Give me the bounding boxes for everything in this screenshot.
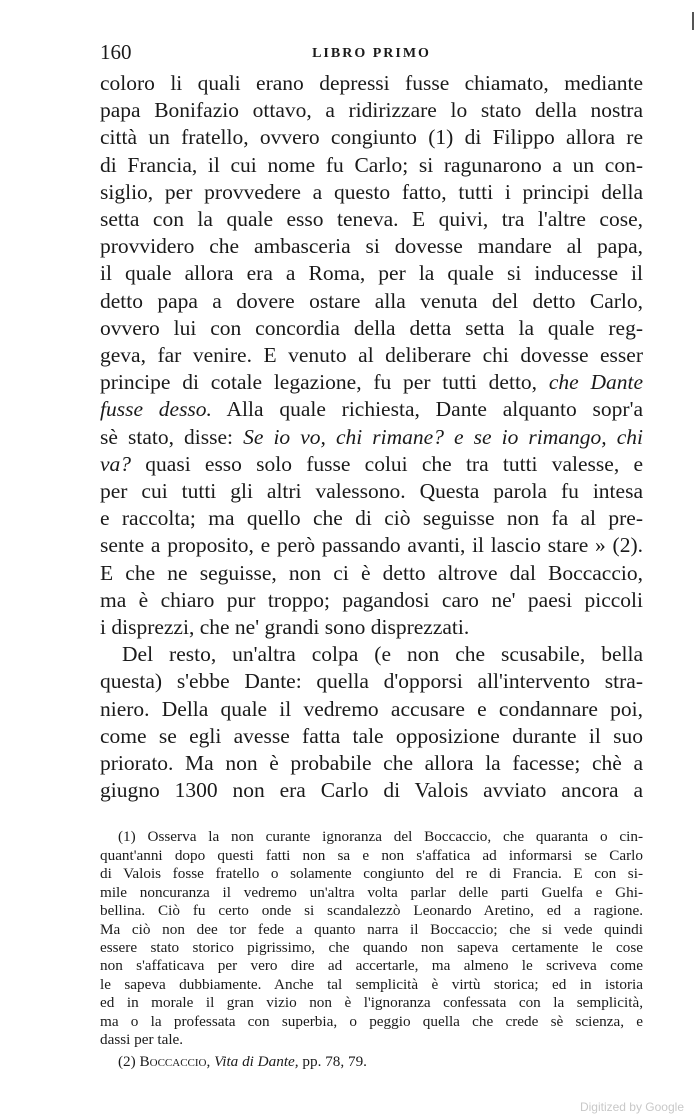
- main-text: [100, 70, 643, 804]
- text-line: detto papa a dovere ostare alla venuta del detto Carlo,: [100, 288, 643, 313]
- text-segment: sè stato, disse:: [100, 424, 244, 449]
- footnote-pages: pp. 78, 79.: [298, 1053, 367, 1071]
- italic-segment: Se io vo, chi rimane? e se io rimango, chi: [243, 424, 643, 449]
- text-line: per cui tutti gli altri valessono. Questa parola fu intesa: [100, 479, 643, 504]
- text-line: [100, 369, 643, 396]
- text-segment: principe di cotale legazione, fu per tutti detto,: [100, 370, 549, 395]
- text-line: questa) s'ebbe Dante: quella d'opporsi all'intervento stra-: [100, 669, 643, 694]
- text-line: sente a proposito, e però passando avanti, il lascio stare » (2).: [100, 533, 643, 558]
- text-line: [100, 424, 643, 451]
- text-line: il quale allora era a Roma, per la quale si inducesse il: [100, 261, 643, 286]
- text-line: città un fratello, ovvero congiunto (1) di Filippo allora re: [100, 125, 643, 150]
- footnote-line: le sapeva dubbiamente. Anche tal semplicità è virtù storica; ed in istoria: [100, 975, 643, 993]
- text-line: ma è chiaro pur troppo; pagandosi caro ne' paesi piccoli: [100, 587, 643, 612]
- footnote-line: Ma ciò non dee tor fede a quanto narra il Boccaccio; che si vede quindi: [100, 920, 643, 938]
- page-edge-mark: [692, 12, 694, 30]
- text-line: setta con la quale esso teneva. E quivi, tra l'altre cose,: [100, 207, 643, 232]
- text-line: [100, 451, 643, 478]
- footnote-line: essere stato storico pigrissimo, che quando non sapeva certamente le cose: [100, 938, 643, 956]
- text-line: priorato. Ma non è probabile che allora la facesse; chè a: [100, 751, 643, 776]
- footnote-line: di Valois fosse fratello o solamente congiunto del re di Francia. E con si-: [100, 865, 643, 883]
- footnote-line: bellina. Ciò fu certo onde si scandalezzò Leonardo Aretino, ed a ragione.: [100, 902, 643, 920]
- text-line: siglio, per provvedere a questo fatto, tutti i principi della: [100, 179, 643, 204]
- text-line: ovvero lui con concordia della detta setta la quale reg-: [100, 315, 643, 340]
- text-segment: quasi esso solo fusse colui che tra tutti valesse, e: [131, 451, 643, 476]
- footnotes: [100, 828, 643, 1071]
- footnote-title: Vita di Dante,: [214, 1053, 299, 1071]
- footnote-author: Boccaccio,: [139, 1053, 211, 1071]
- footnote-2: [100, 1053, 643, 1071]
- footnote-1: [100, 828, 643, 1049]
- text-line: coloro li quali erano depressi fusse chiamato, mediante: [100, 71, 643, 95]
- text-line: provvidero che ambasceria si dovesse mandare al papa,: [100, 234, 643, 259]
- footnote-line: non s'affaticava per vero dire ad accertarle, ma almeno le scriveva come: [100, 957, 643, 975]
- text-line: di Francia, il cui nome fu Carlo; si ragunarono a un con-: [100, 152, 643, 177]
- text-line: niero. Della quale il vedremo accusare e condannare poi,: [100, 696, 643, 721]
- footnote-line: ed in morale il gran vizio non è l'ignoranza confessata con la semplicità,: [100, 994, 643, 1012]
- text-line: papa Bonifazio ottavo, a ridirizzare lo stato della nostra: [100, 98, 643, 123]
- italic-segment: va?: [100, 451, 132, 476]
- text-line: geva, far venire. E venuto al deliberare chi dovesse esser: [100, 343, 643, 368]
- text-segment: Alla quale richiesta, Dante alquanto sopr'a: [211, 397, 643, 422]
- digitized-watermark: Digitized by Google: [579, 1100, 684, 1114]
- footnote-line: (1) Osserva la non curante ignoranza del Boccaccio, che quaranta o cin-: [118, 828, 643, 846]
- page-number: 160: [100, 40, 132, 64]
- footnote-line: dassi per tale.: [100, 1030, 184, 1048]
- text-line: e raccolta; ma quello che di ciò seguisse non fa al pre-: [100, 506, 643, 531]
- footnote-number: (2): [118, 1053, 140, 1071]
- text-line: E che ne seguisse, non ci è detto altrove dal Boccaccio,: [100, 560, 643, 585]
- text-line: [100, 396, 643, 423]
- italic-segment: fusse desso.: [100, 397, 212, 422]
- page: [100, 40, 643, 1076]
- text-line: giugno 1300 non era Carlo di Valois avviato ancora a: [100, 778, 643, 803]
- text-line: i disprezzi, che ne' grandi sono disprezzati.: [100, 615, 470, 640]
- footnote-line: quant'anni dopo questi fatti non sa e non s'affatica ad informarsi se Carlo: [100, 846, 643, 864]
- text-line: come se egli avesse fatta tale opposizione durante il suo: [100, 723, 643, 748]
- text-line: Del resto, un'altra colpa (e non che scusabile, bella: [122, 642, 643, 667]
- footnote-line: ma o la professata con superbia, o peggio quella che crede sè scienza, e: [100, 1012, 643, 1030]
- page-header: [100, 40, 643, 70]
- footnote-line: mile noncuranza il vedremo un'altra volta parlar delle parti Guelfa e Ghi-: [100, 883, 643, 901]
- italic-segment: che Dante: [548, 370, 643, 395]
- running-head: LIBRO PRIMO: [312, 46, 431, 61]
